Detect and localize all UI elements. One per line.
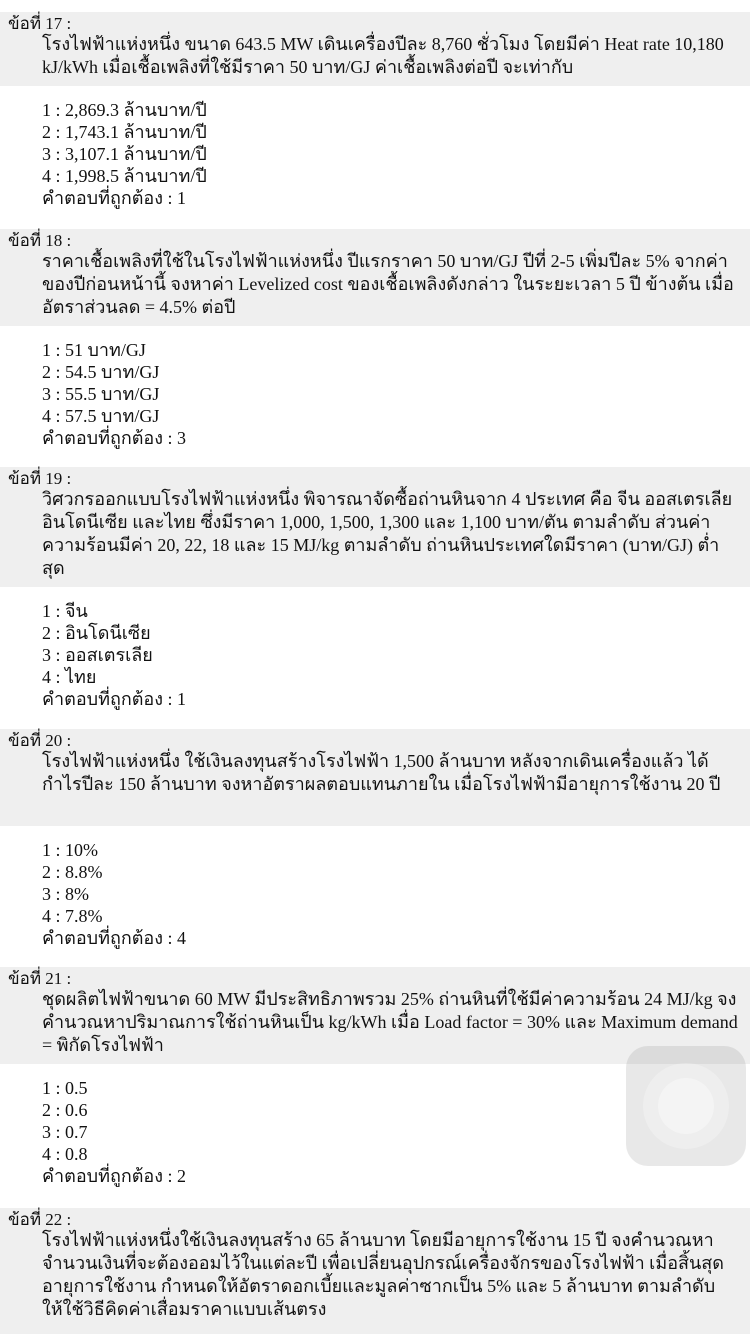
question-text: โรงไฟฟ้าแห่งหนึ่ง ขนาด 643.5 MW เดินเครื่องปีละ 8,760 ชั่วโมง โดยมีค่า Heat rate 10,180 kJ/kWh เมื่อเชื้อเพลิงที่ใช้มีราคา 50 บาท/GJ ค่าเชื้อเพลิงต่อปี จะเท่ากับ bbox=[42, 34, 724, 77]
question-number: ข้อที่ 17 : bbox=[8, 14, 72, 33]
question-block bbox=[0, 12, 750, 209]
choice-item: 3 : 0.7 bbox=[42, 1122, 88, 1142]
choice-item: 2 : 1,743.1 ล้านบาท/ปี bbox=[42, 122, 207, 142]
correct-answer: คำตอบที่ถูกต้อง : 2 bbox=[42, 1166, 187, 1186]
choice-item: 4 : 7.8% bbox=[42, 906, 103, 926]
choice-item: 1 : จีน bbox=[42, 601, 88, 621]
question-number: ข้อที่ 22 : bbox=[8, 1210, 72, 1229]
question-header bbox=[0, 467, 750, 587]
question-header bbox=[0, 1208, 750, 1334]
question-text: โรงไฟฟ้าแห่งหนึ่งใช้เงินลงทุนสร้าง 65 ล้านบาท โดยมีอายุการใช้งาน 15 ปี จงคำนวณหาจำนวนเงินที่จะต้องออมไว้ในแต่ละปี เพื่อเปลี่ยนอุปกรณ์เครื่องจักรของโรงไฟฟ้า เมื่อสิ้นสุดอายุการใช้งาน กำหนดให้อัตราดอกเบี้ยและมูลค่าซากเป็น 5% และ 5 ล้านบาท ตามลำดับ ให้ใช้วิธีคิดค่าเสื่อมราคาแบบเส้นตรง bbox=[42, 1230, 724, 1319]
choice-item: 4 : 1,998.5 ล้านบาท/ปี bbox=[42, 166, 207, 186]
choice-item: 3 : 55.5 บาท/GJ bbox=[42, 384, 160, 404]
choice-item: 1 : 51 บาท/GJ bbox=[42, 340, 146, 360]
choice-item: 2 : อินโดนีเซีย bbox=[42, 623, 151, 643]
choice-list bbox=[0, 86, 750, 209]
question-header bbox=[0, 12, 750, 86]
choice-item: 1 : 0.5 bbox=[42, 1078, 88, 1098]
question-number: ข้อที่ 20 : bbox=[8, 731, 72, 750]
choice-item: 3 : 8% bbox=[42, 884, 89, 904]
question-number: ข้อที่ 19 : bbox=[8, 469, 72, 488]
choice-list bbox=[0, 587, 750, 710]
question-text: ราคาเชื้อเพลิงที่ใช้ในโรงไฟฟ้าแห่งหนึ่ง ปีแรกราคา 50 บาท/GJ ปีที่ 2-5 เพิ่มปีละ 5% จากค่าของปีก่อนหน้านี้ จงหาค่า Levelized cost ของเชื้อเพลิงดังกล่าว ในระยะเวลา 5 ปี ข้างต้น เมื่ออัตราส่วนลด = 4.5% ต่อปี bbox=[42, 251, 734, 317]
question-block bbox=[0, 467, 750, 710]
question-block bbox=[0, 229, 750, 449]
choice-item: 1 : 10% bbox=[42, 840, 98, 860]
choice-item: 2 : 0.6 bbox=[42, 1100, 88, 1120]
choice-item: 4 : 57.5 บาท/GJ bbox=[42, 406, 160, 426]
question-block bbox=[0, 1208, 750, 1334]
choice-item: 2 : 54.5 บาท/GJ bbox=[42, 362, 160, 382]
choice-list bbox=[0, 826, 750, 949]
question-text: วิศวกรออกแบบโรงไฟฟ้าแห่งหนึ่ง พิจารณาจัดซื้อถ่านหินจาก 4 ประเทศ คือ จีน ออสเตรเลีย อินโดนีเซีย และไทย ซึ่งมีราคา 1,000, 1,500, 1,300 และ 1,100 บาท/ตัน ตามลำดับ ส่วนค่าความร้อนมีค่า 20, 22, 18 และ 15 MJ/kg ตามลำดับ ถ่านหินประเทศใดมีราคา (บาท/GJ) ต่ำสุด bbox=[42, 489, 733, 578]
question-text: ชุดผลิตไฟฟ้าขนาด 60 MW มีประสิทธิภาพรวม 25% ถ่านหินที่ใช้มีค่าความร้อน 24 MJ/kg จงคำนวณหาปริมาณการใช้ถ่านหินเป็น kg/kWh เมื่อ Load factor = 30% และ Maximum demand = พิกัดโรงไฟฟ้า bbox=[42, 989, 738, 1055]
question-block bbox=[0, 729, 750, 949]
choice-item: 4 : ไทย bbox=[42, 667, 97, 687]
question-header bbox=[0, 229, 750, 326]
choice-item: 2 : 8.8% bbox=[42, 862, 103, 882]
correct-answer: คำตอบที่ถูกต้อง : 4 bbox=[42, 928, 187, 948]
correct-answer: คำตอบที่ถูกต้อง : 3 bbox=[42, 428, 187, 448]
question-number: ข้อที่ 21 : bbox=[8, 969, 72, 988]
correct-answer: คำตอบที่ถูกต้อง : 1 bbox=[42, 188, 187, 208]
choice-item: 3 : 3,107.1 ล้านบาท/ปี bbox=[42, 144, 207, 164]
assistive-touch-core bbox=[658, 1078, 714, 1134]
choice-item: 4 : 0.8 bbox=[42, 1144, 88, 1164]
question-header bbox=[0, 729, 750, 826]
question-text: โรงไฟฟ้าแห่งหนึ่ง ใช้เงินลงทุนสร้างโรงไฟฟ้า 1,500 ล้านบาท หลังจากเดินเครื่องแล้ว ได้กำไรปีละ 150 ล้านบาท จงหาอัตราผลตอบแทนภายใน เมื่อโรงไฟฟ้ามีอายุการใช้งาน 20 ปี bbox=[42, 751, 721, 794]
choice-item: 3 : ออสเตรเลีย bbox=[42, 645, 153, 665]
choice-list bbox=[0, 326, 750, 449]
question-number: ข้อที่ 18 : bbox=[8, 231, 72, 250]
choice-item: 1 : 2,869.3 ล้านบาท/ปี bbox=[42, 100, 207, 120]
correct-answer: คำตอบที่ถูกต้อง : 1 bbox=[42, 689, 187, 709]
assistive-touch-button[interactable] bbox=[626, 1046, 746, 1166]
